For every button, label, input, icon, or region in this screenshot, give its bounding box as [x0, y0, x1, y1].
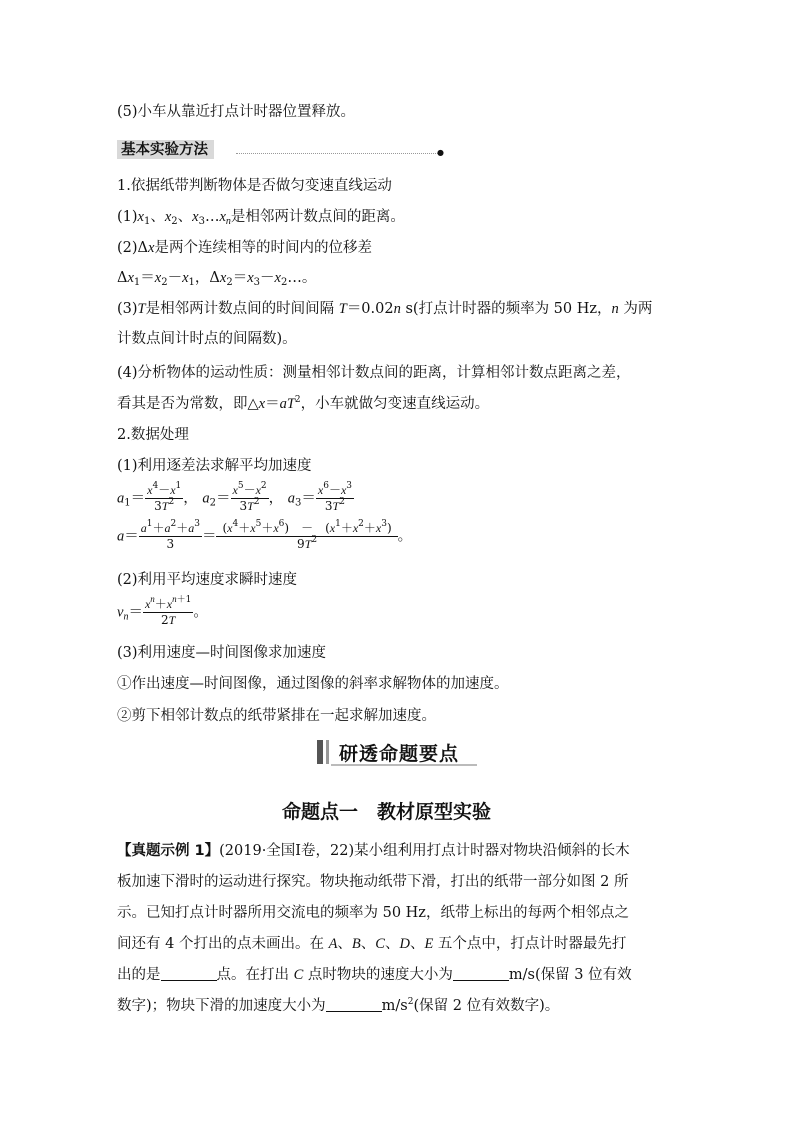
data-step-3: (3)利用速度—时间图像求加速度 — [117, 645, 327, 661]
formula-a1-a2-a3: $a_1=$ $\frac{x^4-x^1}{3T^2}$ ， $a_2=$ $\frac{x^5-x^2}{3T^2}$ ， $a_3=$ $\frac{x^6-x^3}{3T^2}$ — [117, 481, 353, 513]
formula-vn: $v_n=$ $\frac{x^n+x^{n+1}}{2T}$ 。 — [117, 594, 208, 627]
section-heading-label: 基本实验方法 — [117, 140, 214, 159]
para-2: (2)Δx是两个连续相等的时间内的位移差 — [117, 240, 372, 256]
item-5: (5)小车从靠近打点计时器位置释放。 — [117, 104, 356, 120]
data-step-2: (2)利用平均速度求瞬时速度 — [117, 572, 298, 588]
banner-bar — [317, 740, 323, 764]
para-3: (3)T是相邻两计数点间的时间间隔 T＝0.02n s(打点计时器的频率为 50 Hz，n 为两 — [117, 301, 653, 317]
banner-box — [317, 738, 477, 766]
answer-blank-1[interactable] — [161, 966, 217, 981]
example-line-5: 出的是 点。在打出 C 点时物块的速度大小为 m/s(保留 3 位有效 — [117, 967, 632, 983]
para-4-cont: 看其是否为常数，即$\triangle x=aT^2$，小车就做匀变速直线运动。 — [117, 395, 490, 412]
para-4: (4)分析物体的运动性质：测量相邻计数点间的距离，计算相邻计数点距离之差， — [117, 365, 631, 381]
section-heading — [117, 138, 214, 159]
section-divider — [236, 153, 438, 154]
heading-2: 2.数据处理 — [117, 427, 189, 443]
answer-blank-2[interactable] — [453, 966, 509, 981]
para-1: $(1)x_1$、$x_2$、$x_3\dots x_n$是相邻两计数点间的距离。 — [117, 209, 405, 227]
divider-dot: ● — [437, 148, 444, 157]
answer-blank-3[interactable] — [326, 997, 382, 1012]
para-3-cont: 计数点间计时点的间隔数)。 — [117, 331, 297, 347]
delta-formula: $\Delta x_1=x_2-x_1$，$\Delta x_2=x_3-x_2\dots$。 — [117, 270, 317, 288]
formula-a-average: a＝ $\frac{a^1+a^2+a^3}{3}$ ＝ $\frac{(x^4+x^5+x^6) - (x^1+x^2+x^3)}{9T^2}$ 。 — [117, 519, 413, 551]
example-line-4: 间还有 4 个打出的点未画出。在 A、B、C、D、E 五个点中，打点计时器最先打 — [117, 936, 627, 952]
data-step-3b: ②剪下相邻计数点的纸带紧排在一起求解加速度。 — [117, 708, 436, 724]
chapter-title: 命题点一 教材原型实验 — [282, 801, 492, 823]
banner-title: 研透命题要点 — [339, 743, 460, 765]
heading-1: 1.依据纸带判断物体是否做匀变速直线运动 — [117, 178, 392, 194]
banner-bar-thin — [326, 740, 329, 764]
example-line-1: 【真题示例 1】(2019·全国Ⅰ卷，22)某小组利用打点计时器对物块沿倾斜的长木 — [117, 843, 630, 859]
example-line-2: 板加速下滑时的运动进行探究。物块拖动纸带下滑，打出的纸带一部分如图 2 所 — [117, 874, 629, 890]
example-line-3: 示。已知打点计时器所用交流电的频率为 50 Hz，纸带上标出的每两个相邻点之 — [117, 905, 629, 921]
example-line-6: 数字)；物块下滑的加速度大小为 $m/s^2$(保留 2 位有效数字)。 — [117, 997, 560, 1014]
data-step-1: (1)利用逐差法求解平均加速度 — [117, 458, 312, 474]
data-step-3a: ①作出速度—时间图像，通过图像的斜率求解物体的加速度。 — [117, 676, 509, 692]
